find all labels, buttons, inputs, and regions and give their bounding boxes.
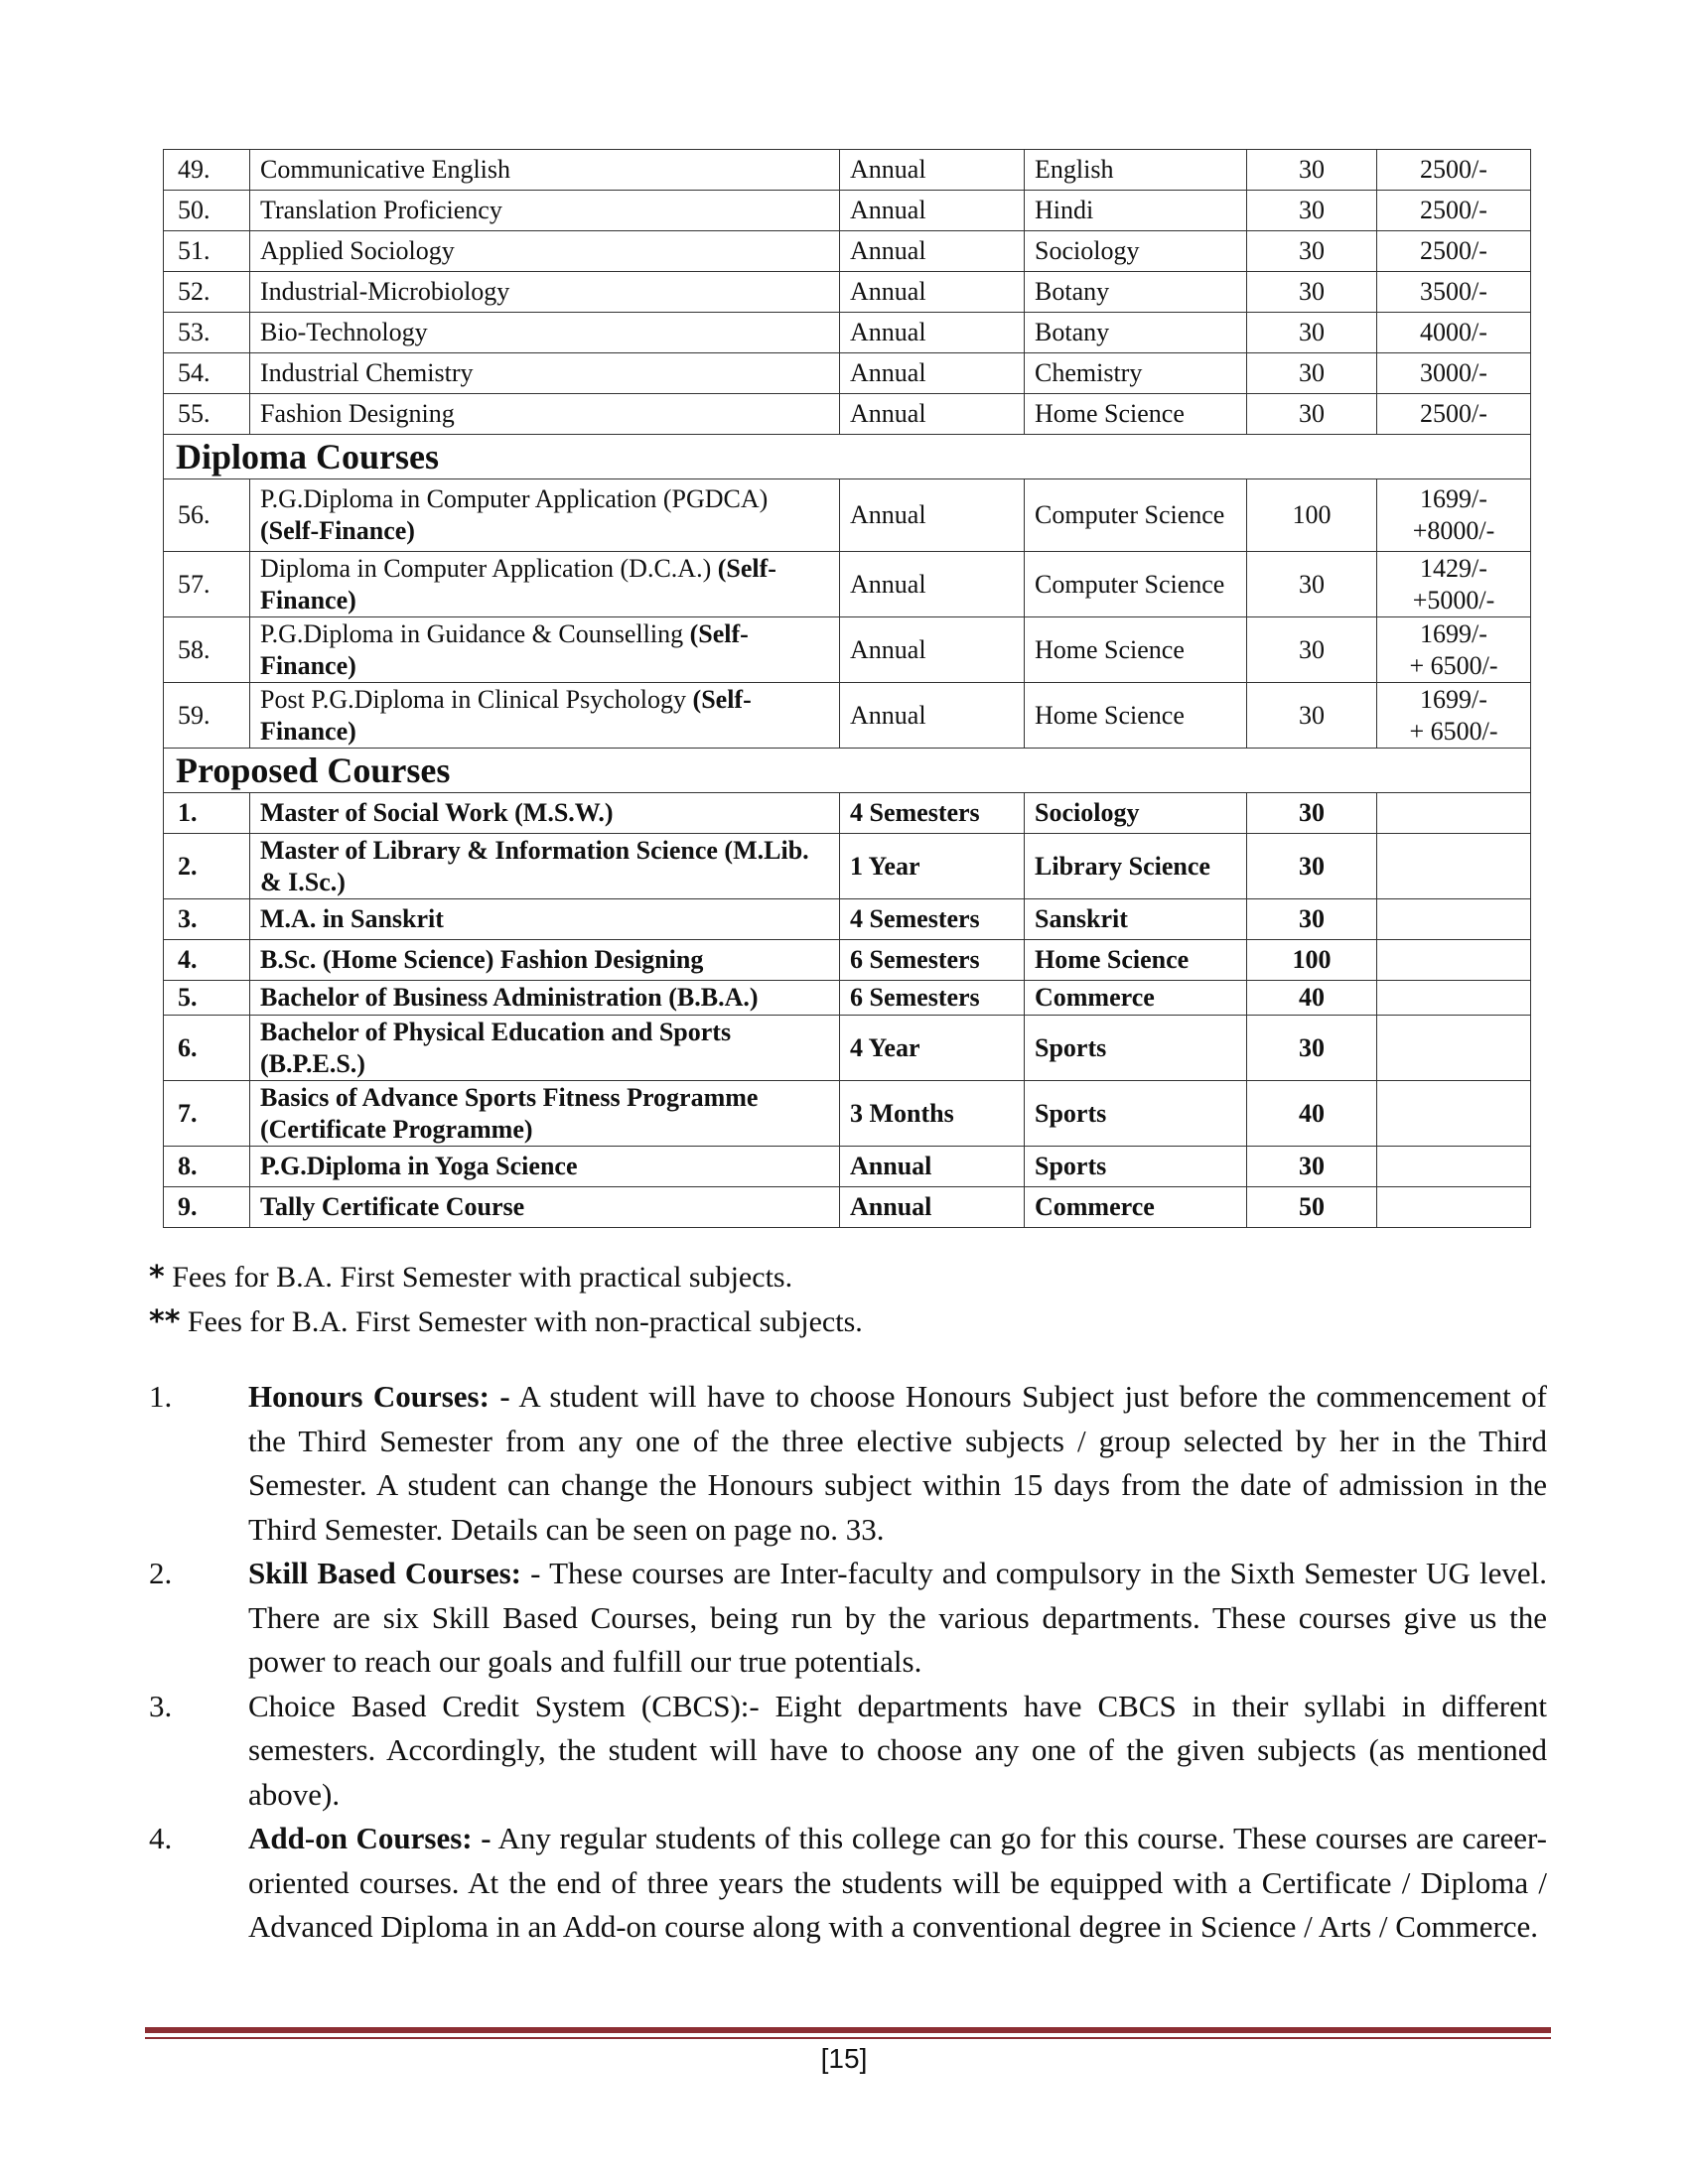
course-name: Communicative English bbox=[260, 155, 511, 184]
seats-cell: 30 bbox=[1247, 552, 1377, 617]
course-name: Master of Library & Information Science (M.Lib. & I.Sc.) bbox=[260, 835, 809, 896]
seats-cell: 30 bbox=[1247, 313, 1377, 353]
note-mark: * bbox=[149, 1260, 165, 1295]
list-text bbox=[248, 1817, 1547, 1950]
fee-amount: 2500/- bbox=[1420, 399, 1487, 428]
note-mark: ** bbox=[149, 1304, 181, 1339]
fee-cell bbox=[1377, 272, 1531, 313]
note-text: Fees for B.A. First Semester with non-practical subjects. bbox=[180, 1305, 863, 1338]
table-row bbox=[164, 793, 1531, 834]
seats-cell: 40 bbox=[1247, 981, 1377, 1016]
serial-number-cell: 53. bbox=[164, 313, 250, 353]
fee-amount: 2500/- bbox=[1420, 236, 1487, 265]
department-cell: Home Science bbox=[1025, 394, 1247, 435]
duration-cell: 1 Year bbox=[840, 834, 1025, 899]
table-row bbox=[164, 940, 1531, 981]
seats-cell: 30 bbox=[1247, 1147, 1377, 1187]
course-table bbox=[163, 149, 1531, 1228]
table-row bbox=[164, 1081, 1531, 1147]
course-finance-note: (Self-Finance) bbox=[260, 553, 776, 614]
table-row bbox=[164, 834, 1531, 899]
fee-amount: 3500/- bbox=[1420, 277, 1487, 306]
course-finance-note: (Self-Finance) bbox=[260, 618, 749, 680]
course-name-cell bbox=[250, 617, 840, 683]
table-row bbox=[164, 981, 1531, 1016]
fee-amount: + 6500/- bbox=[1409, 650, 1498, 680]
duration-cell: Annual bbox=[840, 394, 1025, 435]
duration-cell: Annual bbox=[840, 1147, 1025, 1187]
course-name: Bio-Technology bbox=[260, 318, 428, 346]
fee-amount: 3000/- bbox=[1420, 358, 1487, 387]
section-header-row bbox=[164, 749, 1531, 793]
note-text: Fees for B.A. First Semester with practical subjects. bbox=[164, 1261, 793, 1294]
fee-amount: +5000/- bbox=[1412, 585, 1495, 614]
course-name: Basics of Advance Sports Fitness Programme (Certificate Programme) bbox=[260, 1082, 759, 1144]
seats-cell: 30 bbox=[1247, 394, 1377, 435]
duration-cell: Annual bbox=[840, 150, 1025, 191]
department-cell: Hindi bbox=[1025, 191, 1247, 231]
fee-cell bbox=[1377, 191, 1531, 231]
list-number: 2. bbox=[149, 1556, 173, 1590]
duration-cell: Annual bbox=[840, 552, 1025, 617]
duration-cell: 4 Year bbox=[840, 1016, 1025, 1081]
serial-number-cell: 58. bbox=[164, 617, 250, 683]
fee-cell bbox=[1377, 231, 1531, 272]
course-info-list bbox=[149, 1375, 1547, 1950]
fee-cell bbox=[1377, 1147, 1531, 1187]
fee-amount: 1429/- bbox=[1420, 553, 1487, 583]
department-cell: Sociology bbox=[1025, 231, 1247, 272]
course-name: Master of Social Work (M.S.W.) bbox=[260, 798, 614, 827]
course-finance-note: (Self-Finance) bbox=[260, 516, 415, 545]
serial-number-cell: 51. bbox=[164, 231, 250, 272]
fee-amount: 2500/- bbox=[1420, 196, 1487, 224]
seats-cell: 50 bbox=[1247, 1187, 1377, 1228]
seats-cell: 30 bbox=[1247, 793, 1377, 834]
table-row bbox=[164, 313, 1531, 353]
fee-amount: 1699/- bbox=[1420, 484, 1487, 513]
list-lead: Honours Courses: - bbox=[248, 1379, 510, 1414]
department-cell: Commerce bbox=[1025, 1187, 1247, 1228]
serial-number-cell: 5. bbox=[164, 981, 250, 1016]
fee-cell bbox=[1377, 479, 1531, 552]
serial-number-cell: 55. bbox=[164, 394, 250, 435]
department-cell: Computer Science bbox=[1025, 479, 1247, 552]
course-name: P.G.Diploma in Computer Application (PGDCA) bbox=[260, 484, 769, 513]
fee-cell bbox=[1377, 1016, 1531, 1081]
course-name-cell bbox=[250, 940, 840, 981]
department-cell: Botany bbox=[1025, 272, 1247, 313]
serial-number-cell: 3. bbox=[164, 899, 250, 940]
course-name-cell bbox=[250, 150, 840, 191]
footer-divider bbox=[145, 2027, 1551, 2033]
course-name: Diploma in Computer Application (D.C.A.) bbox=[260, 553, 718, 583]
table-row bbox=[164, 231, 1531, 272]
course-name: Industrial-Microbiology bbox=[260, 277, 510, 306]
serial-number-cell: 49. bbox=[164, 150, 250, 191]
seats-cell: 40 bbox=[1247, 1081, 1377, 1147]
fee-cell bbox=[1377, 150, 1531, 191]
serial-number-cell: 1. bbox=[164, 793, 250, 834]
course-name-cell bbox=[250, 1081, 840, 1147]
fee-cell bbox=[1377, 1187, 1531, 1228]
list-body: Any regular students of this college can go for this course. These courses are career-oriented courses. At the end of three years the students will be equipped with a Certificate / Diploma / Advanced Diploma in an Add-on course along with a conventional degree in Science / Arts / Commerce. bbox=[248, 1821, 1548, 1944]
course-name: Bachelor of Physical Education and Sports (B.P.E.S.) bbox=[260, 1017, 732, 1078]
department-cell: Sports bbox=[1025, 1016, 1247, 1081]
fee-note bbox=[149, 1299, 863, 1344]
course-name-cell bbox=[250, 191, 840, 231]
course-name: Translation Proficiency bbox=[260, 196, 502, 224]
department-cell: Sanskrit bbox=[1025, 899, 1247, 940]
course-finance-note: (Self-Finance) bbox=[260, 684, 752, 746]
table-row bbox=[164, 899, 1531, 940]
duration-cell: 6 Semesters bbox=[840, 981, 1025, 1016]
course-name-cell bbox=[250, 552, 840, 617]
serial-number-cell: 59. bbox=[164, 683, 250, 749]
department-cell: Home Science bbox=[1025, 683, 1247, 749]
course-name-cell bbox=[250, 272, 840, 313]
fee-cell bbox=[1377, 683, 1531, 749]
fee-amount: 1699/- bbox=[1420, 618, 1487, 648]
table-row bbox=[164, 552, 1531, 617]
duration-cell: Annual bbox=[840, 479, 1025, 552]
table-row bbox=[164, 191, 1531, 231]
duration-cell: Annual bbox=[840, 1187, 1025, 1228]
table-row bbox=[164, 617, 1531, 683]
course-name-cell bbox=[250, 231, 840, 272]
seats-cell: 30 bbox=[1247, 899, 1377, 940]
department-cell: Sports bbox=[1025, 1147, 1247, 1187]
duration-cell: Annual bbox=[840, 683, 1025, 749]
course-name: Post P.G.Diploma in Clinical Psychology bbox=[260, 684, 693, 714]
section-title: Diploma Courses bbox=[164, 435, 1531, 479]
course-name-cell bbox=[250, 1147, 840, 1187]
list-body: A student will have to choose Honours Subject just before the commencement of the Third Semester from any one of the three elective subjects / group selected by her in the Third Semester. A student can change the Honours subject within 15 days from the date of admission in the Third Semester. Details can be seen on page no. 33. bbox=[248, 1379, 1547, 1547]
duration-cell: 4 Semesters bbox=[840, 899, 1025, 940]
fee-amount: + 6500/- bbox=[1409, 716, 1498, 746]
course-name: Industrial Chemistry bbox=[260, 358, 474, 387]
department-cell: Home Science bbox=[1025, 617, 1247, 683]
duration-cell: Annual bbox=[840, 231, 1025, 272]
table-row bbox=[164, 1016, 1531, 1081]
serial-number-cell: 52. bbox=[164, 272, 250, 313]
fee-cell bbox=[1377, 394, 1531, 435]
department-cell: English bbox=[1025, 150, 1247, 191]
list-text bbox=[248, 1375, 1547, 1552]
course-name: Bachelor of Business Administration (B.B.A.) bbox=[260, 983, 759, 1012]
list-text bbox=[248, 1552, 1547, 1685]
list-lead: Skill Based Courses: bbox=[248, 1556, 521, 1590]
fee-amount: 4000/- bbox=[1420, 318, 1487, 346]
department-cell: Chemistry bbox=[1025, 353, 1247, 394]
duration-cell: Annual bbox=[840, 191, 1025, 231]
table-row bbox=[164, 353, 1531, 394]
list-body: - These courses are Inter-faculty and compulsory in the Sixth Semester UG level. There are six Skill Based Courses, being run by the various departments. These courses give us the power to reach our goals and fulfill our true potentials. bbox=[248, 1556, 1547, 1679]
section-title: Proposed Courses bbox=[164, 749, 1531, 793]
fee-cell bbox=[1377, 617, 1531, 683]
seats-cell: 30 bbox=[1247, 834, 1377, 899]
list-item bbox=[149, 1552, 1547, 1685]
seats-cell: 100 bbox=[1247, 940, 1377, 981]
duration-cell: Annual bbox=[840, 313, 1025, 353]
seats-cell: 30 bbox=[1247, 353, 1377, 394]
seats-cell: 30 bbox=[1247, 191, 1377, 231]
course-name-cell bbox=[250, 394, 840, 435]
department-cell: Sociology bbox=[1025, 793, 1247, 834]
table-row bbox=[164, 683, 1531, 749]
duration-cell: 6 Semesters bbox=[840, 940, 1025, 981]
course-name-cell bbox=[250, 793, 840, 834]
section-header-row bbox=[164, 435, 1531, 479]
fee-note bbox=[149, 1255, 863, 1299]
duration-cell: Annual bbox=[840, 353, 1025, 394]
department-cell: Sports bbox=[1025, 1081, 1247, 1147]
duration-cell: Annual bbox=[840, 617, 1025, 683]
list-item bbox=[149, 1685, 1547, 1818]
serial-number-cell: 6. bbox=[164, 1016, 250, 1081]
list-item bbox=[149, 1375, 1547, 1552]
seats-cell: 30 bbox=[1247, 150, 1377, 191]
table-row bbox=[164, 394, 1531, 435]
seats-cell: 30 bbox=[1247, 1016, 1377, 1081]
course-name-cell bbox=[250, 834, 840, 899]
course-name-cell bbox=[250, 981, 840, 1016]
department-cell: Computer Science bbox=[1025, 552, 1247, 617]
list-lead: Add-on Courses: - bbox=[248, 1821, 492, 1855]
fee-amount: +8000/- bbox=[1412, 516, 1495, 545]
course-name: P.G.Diploma in Guidance & Counselling bbox=[260, 618, 690, 648]
fee-amount: 2500/- bbox=[1420, 155, 1487, 184]
seats-cell: 30 bbox=[1247, 231, 1377, 272]
table-row bbox=[164, 272, 1531, 313]
duration-cell: 3 Months bbox=[840, 1081, 1025, 1147]
course-name-cell bbox=[250, 899, 840, 940]
list-number: 4. bbox=[149, 1821, 173, 1855]
fee-cell bbox=[1377, 313, 1531, 353]
serial-number-cell: 4. bbox=[164, 940, 250, 981]
table-row bbox=[164, 1187, 1531, 1228]
fee-cell bbox=[1377, 353, 1531, 394]
fee-cell bbox=[1377, 793, 1531, 834]
department-cell: Commerce bbox=[1025, 981, 1247, 1016]
fee-cell bbox=[1377, 899, 1531, 940]
serial-number-cell: 56. bbox=[164, 479, 250, 552]
fee-cell bbox=[1377, 834, 1531, 899]
course-name: M.A. in Sanskrit bbox=[260, 904, 444, 933]
serial-number-cell: 9. bbox=[164, 1187, 250, 1228]
course-name-cell bbox=[250, 353, 840, 394]
department-cell: Botany bbox=[1025, 313, 1247, 353]
department-cell: Library Science bbox=[1025, 834, 1247, 899]
duration-cell: Annual bbox=[840, 272, 1025, 313]
footer-divider-thin bbox=[145, 2037, 1551, 2039]
seats-cell: 30 bbox=[1247, 617, 1377, 683]
serial-number-cell: 2. bbox=[164, 834, 250, 899]
list-text bbox=[248, 1685, 1547, 1818]
seats-cell: 30 bbox=[1247, 272, 1377, 313]
course-name-cell bbox=[250, 683, 840, 749]
department-cell: Home Science bbox=[1025, 940, 1247, 981]
serial-number-cell: 57. bbox=[164, 552, 250, 617]
fee-cell bbox=[1377, 940, 1531, 981]
fee-amount: 1699/- bbox=[1420, 684, 1487, 714]
page-number: [15] bbox=[820, 2043, 868, 2074]
fee-cell bbox=[1377, 1081, 1531, 1147]
fee-cell bbox=[1377, 552, 1531, 617]
list-number: 3. bbox=[149, 1688, 173, 1723]
seats-cell: 100 bbox=[1247, 479, 1377, 552]
fee-notes bbox=[149, 1255, 863, 1344]
serial-number-cell: 54. bbox=[164, 353, 250, 394]
course-name: P.G.Diploma in Yoga Science bbox=[260, 1152, 578, 1180]
fee-cell bbox=[1377, 981, 1531, 1016]
duration-cell: 4 Semesters bbox=[840, 793, 1025, 834]
course-name-cell bbox=[250, 313, 840, 353]
list-body: Choice Based Credit System (CBCS):- Eight departments have CBCS in their syllabi in different semesters. Accordingly, the student will have to choose any one of the given subjects (as mentioned above). bbox=[248, 1688, 1547, 1812]
course-name: Tally Certificate Course bbox=[260, 1192, 525, 1221]
course-name: B.Sc. (Home Science) Fashion Designing bbox=[260, 945, 704, 974]
table-row bbox=[164, 1147, 1531, 1187]
course-name: Fashion Designing bbox=[260, 399, 455, 428]
seats-cell: 30 bbox=[1247, 683, 1377, 749]
course-name-cell bbox=[250, 479, 840, 552]
list-item bbox=[149, 1817, 1547, 1950]
list-number: 1. bbox=[149, 1379, 173, 1414]
serial-number-cell: 8. bbox=[164, 1147, 250, 1187]
serial-number-cell: 50. bbox=[164, 191, 250, 231]
course-name: Applied Sociology bbox=[260, 236, 455, 265]
serial-number-cell: 7. bbox=[164, 1081, 250, 1147]
course-name-cell bbox=[250, 1187, 840, 1228]
table-row bbox=[164, 150, 1531, 191]
table-row bbox=[164, 479, 1531, 552]
course-name-cell bbox=[250, 1016, 840, 1081]
